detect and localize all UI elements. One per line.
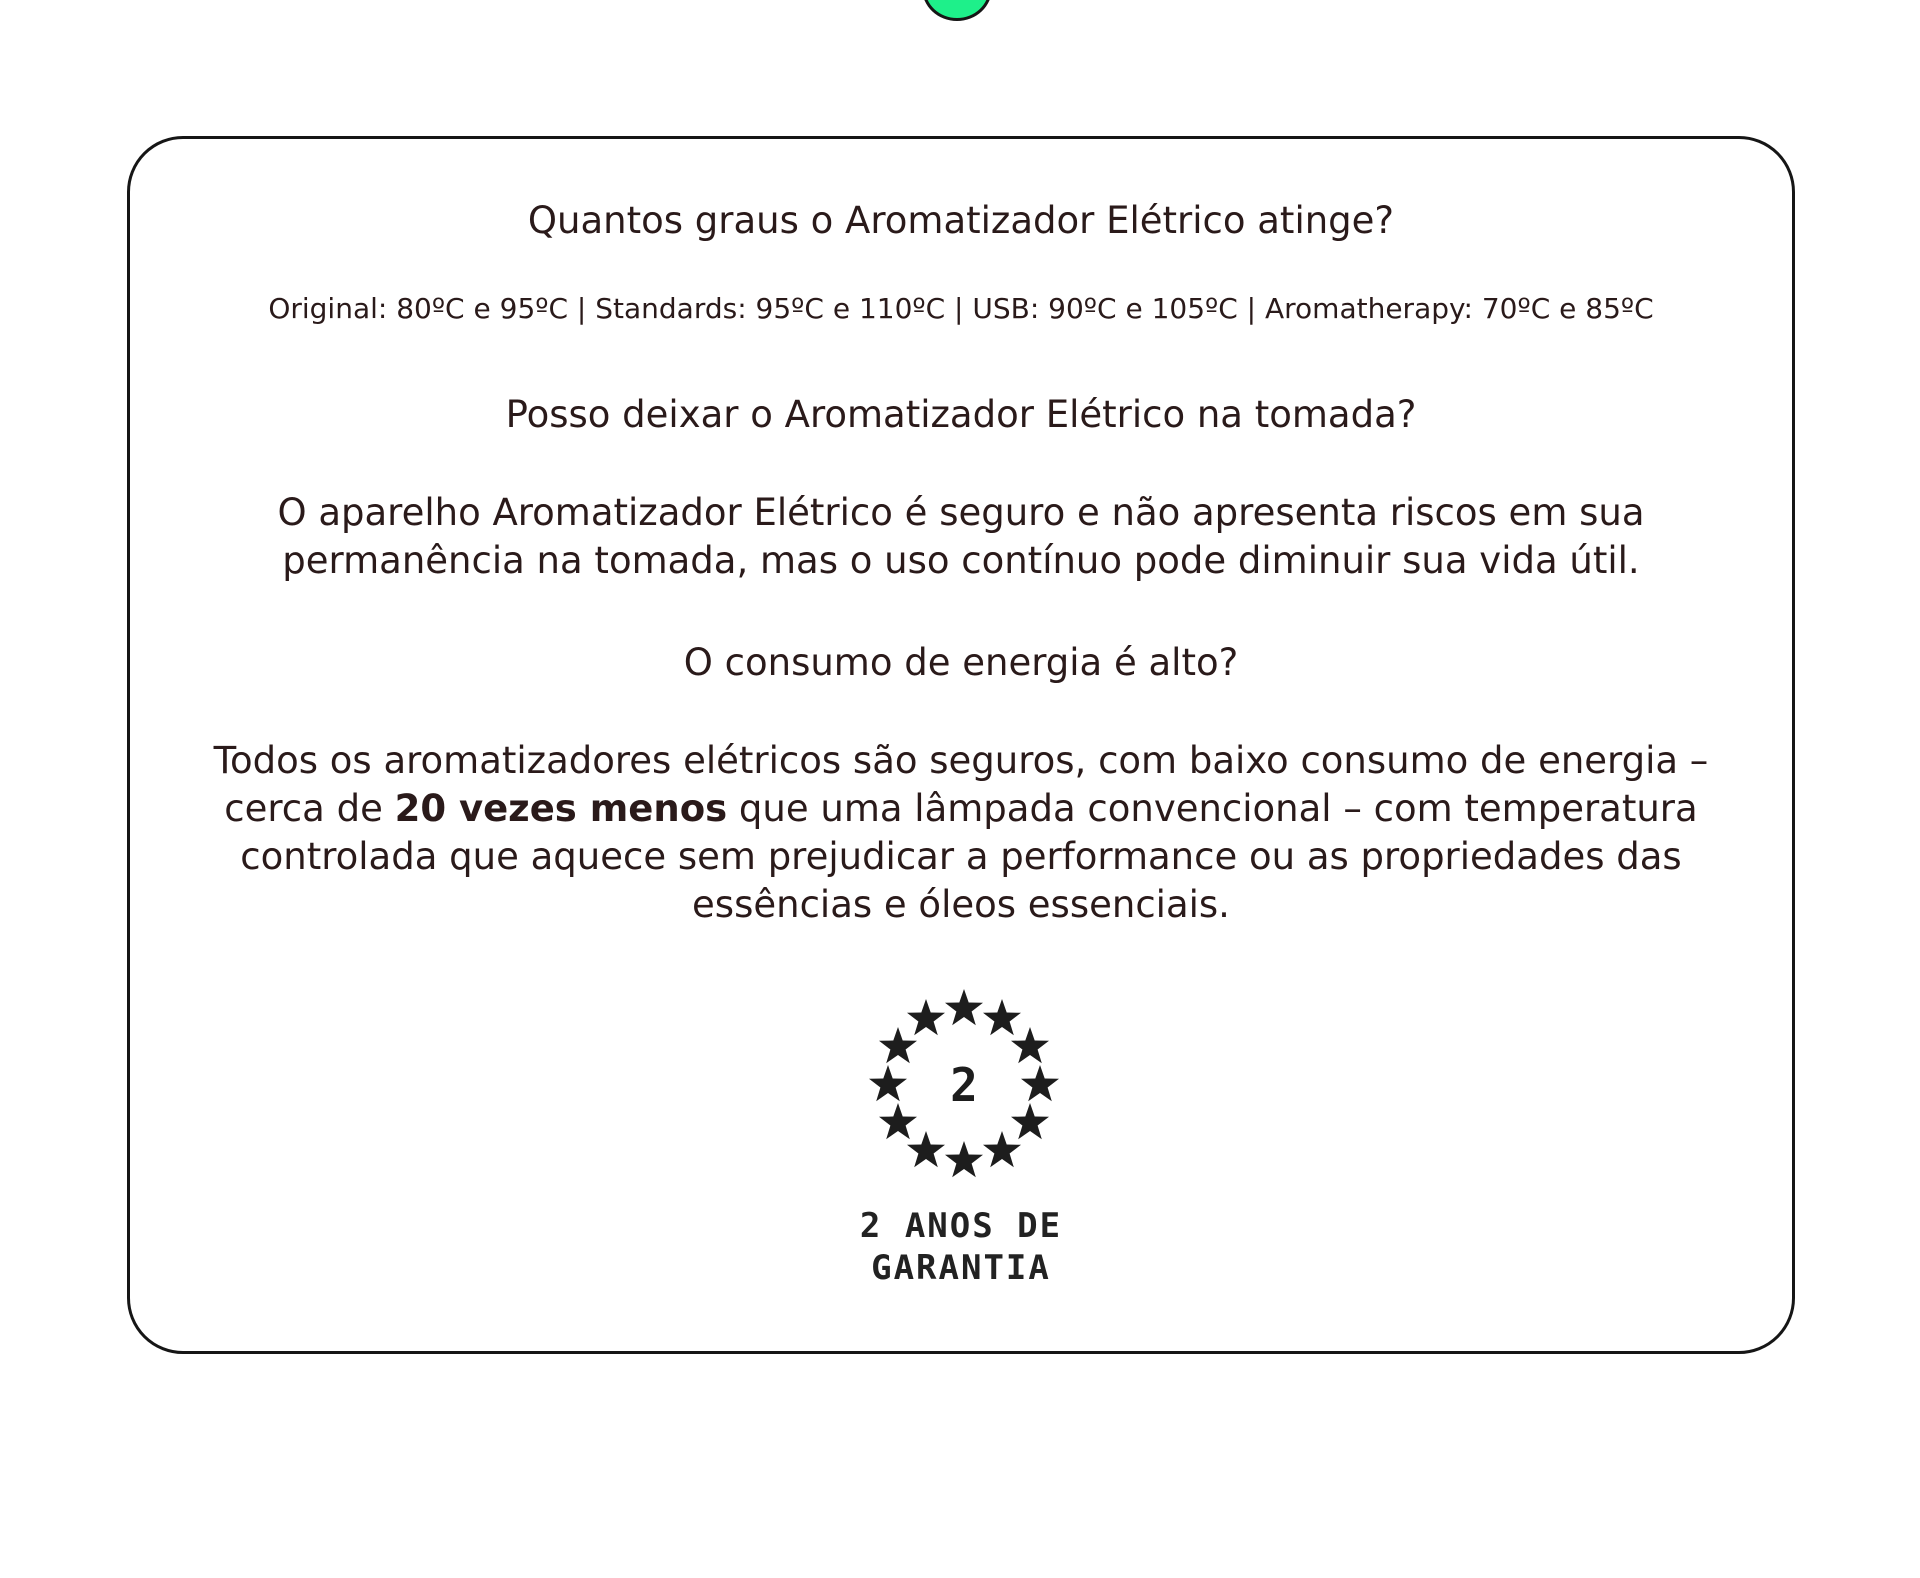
faq-answer-outlet: O aparelho Aromatizador Elétrico é seguro e não apresenta riscos em sua permanência na tomada, mas o uso contínuo pode diminuir sua vida útil. [277,491,1645,582]
green-status-dot [922,0,992,21]
star-ring-icon [864,985,1064,1185]
warranty-line-2: GARANTIA [871,1248,1051,1288]
faq-answer-energy-highlight: 20 vezes menos [394,787,728,830]
warranty-badge-number: 2 [950,1058,978,1112]
faq-question-outlet: Posso deixar o Aromatizador Elétrico na tomada? [505,393,1417,436]
faq-answer-energy [202,737,1720,929]
faq-question-temperature: Quantos graus o Aromatizador Elétrico atinge? [527,199,1395,242]
warranty-line-1: 2 ANOS DE [859,1206,1063,1246]
faq-answer-energy-part1: Todos os aromatizadores elétricos são seguros, com baixo consumo de energia – cerca de [213,739,1709,830]
faq-card [127,136,1795,1354]
faq-question-energy: O consumo de energia é alto? [683,641,1239,684]
faq-answer-temperature: Original: 80ºC e 95ºC | Standards: 95ºC e 110ºC | USB: 90ºC e 105ºC | Aromatherapy: 70ºC e 85ºC [268,292,1654,325]
faq-answer-energy-part2: que uma lâmpada convencional – com temperatura controlada que aquece sem prejudicar a performance ou as propriedades das essências e óleos essenciais. [240,787,1698,926]
warranty-label [130,1205,1792,1289]
